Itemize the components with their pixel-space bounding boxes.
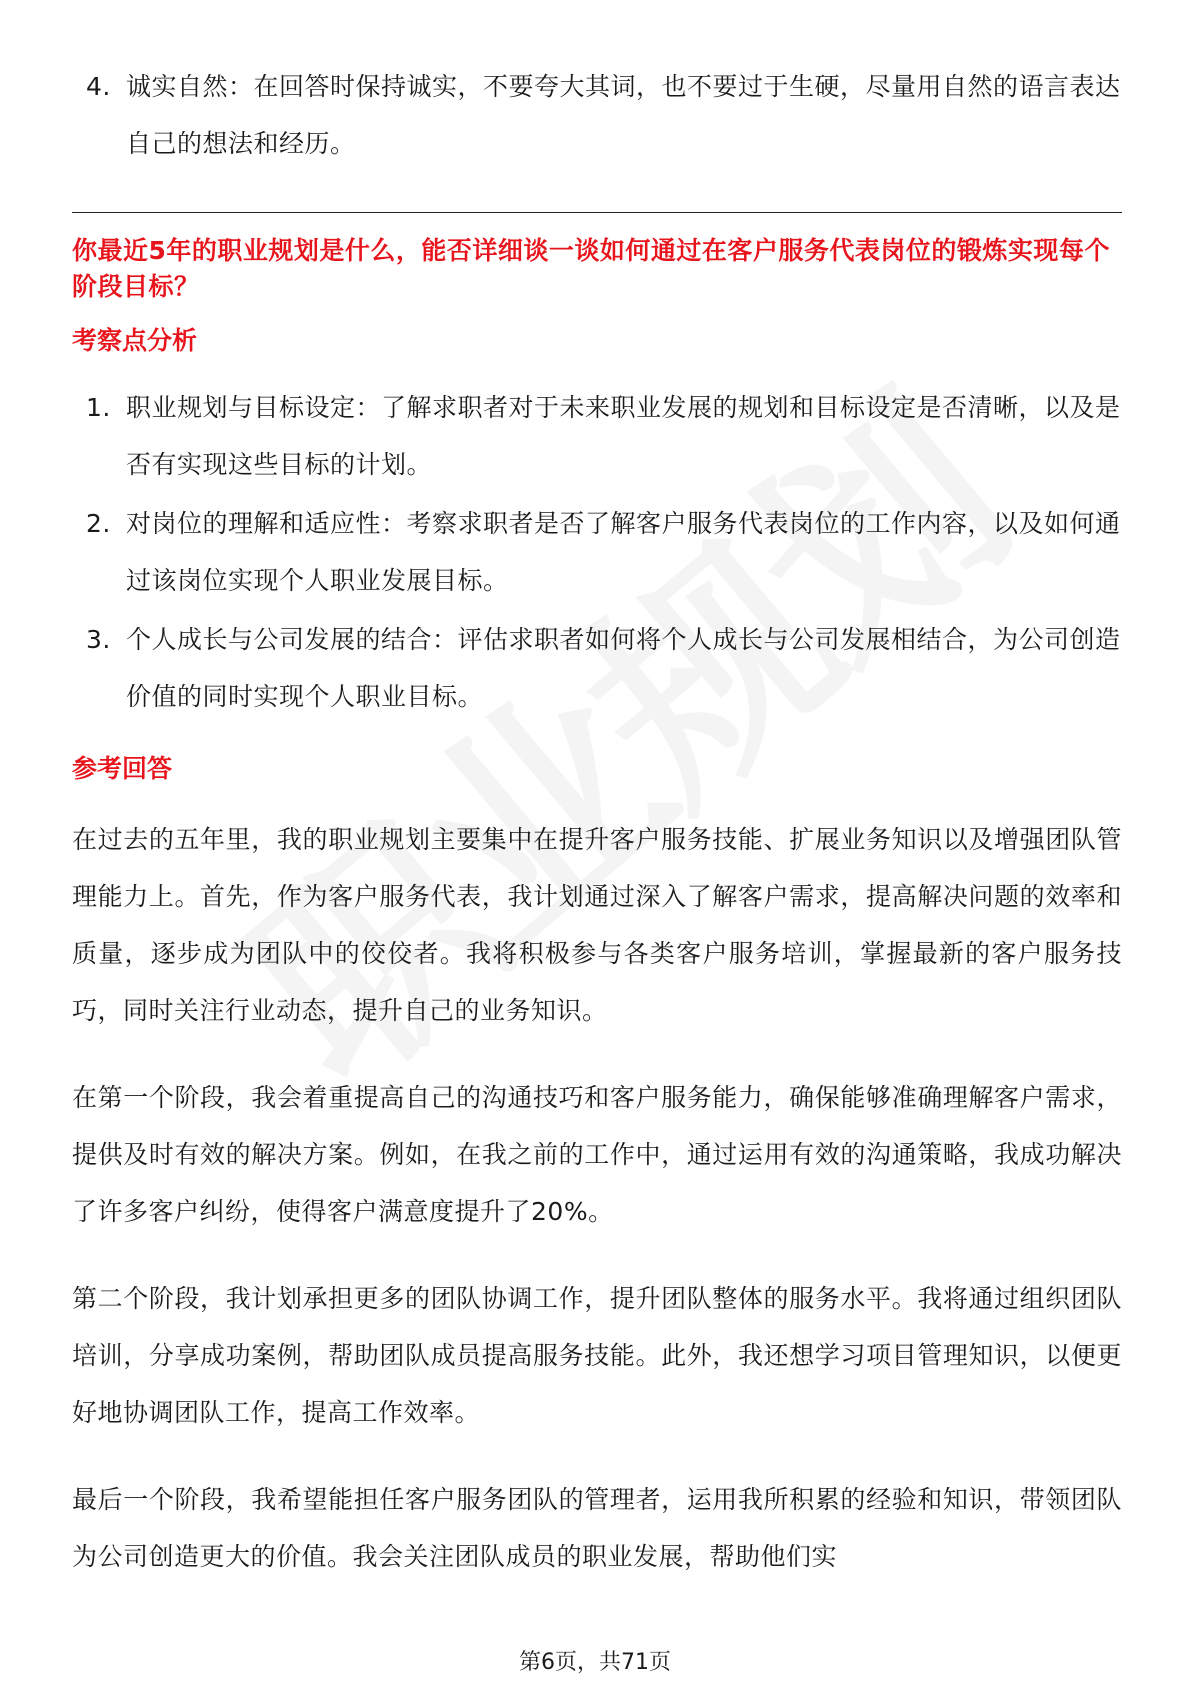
section-divider [72, 212, 1122, 213]
list-item [72, 611, 1122, 725]
analysis-heading: 考察点分析 [72, 326, 198, 355]
list-item-text: 职业规划与目标设定：了解求职者对于未来职业发展的规划和目标设定是否清晰，以及是否有实现这些目标的计划。 [126, 393, 1121, 479]
list-item-text: 对岗位的理解和适应性：考察求职者是否了解客户服务代表岗位的工作内容，以及如何通过该岗位实现个人职业发展目标。 [126, 509, 1121, 595]
interview-question: 你最近5年的职业规划是什么，能否详细谈一谈如何通过在客户服务代表岗位的锻炼实现每个阶段目标？ [72, 236, 1110, 301]
list-item-number: 3. [86, 625, 111, 654]
page-number-footer: 第6页，共71页 [519, 1650, 671, 1675]
answer-heading: 参考回答 [72, 754, 173, 783]
list-item-text: 诚实自然：在回答时保持诚实，不要夸大其词，也不要过于生硬，尽量用自然的语言表达自己的想法和经历。 [126, 72, 1121, 158]
page-content [72, 58, 1122, 1615]
analysis-list [72, 379, 1122, 725]
answer-paragraph: 在过去的五年里，我的职业规划主要集中在提升客户服务技能、扩展业务知识以及增强团队管理能力上。首先，作为客户服务代表，我计划通过深入了解客户需求，提高解决问题的效率和质量，逐步成为团队中的佼佼者。我将积极参与各类客户服务培训，掌握最新的客户服务技巧，同时关注行业动态，提升自己的业务知识。 [72, 825, 1122, 1025]
list-item [72, 58, 1122, 172]
list-item-number: 1. [86, 393, 111, 422]
answer-paragraph: 第二个阶段，我计划承担更多的团队协调工作，提升团队整体的服务水平。我将通过组织团队培训，分享成功案例，帮助团队成员提高服务技能。此外，我还想学习项目管理知识，以便更好地协调团队工作，提高工作效率。 [72, 1284, 1122, 1427]
list-item-number: 2. [86, 509, 111, 538]
list-item [72, 379, 1122, 493]
list-item-text: 个人成长与公司发展的结合：评估求职者如何将个人成长与公司发展相结合，为公司创造价值的同时实现个人职业目标。 [126, 625, 1121, 711]
top-list [72, 58, 1122, 172]
list-item-number: 4. [86, 72, 111, 101]
list-item [72, 495, 1122, 609]
answer-paragraph: 在第一个阶段，我会着重提高自己的沟通技巧和客户服务能力，确保能够准确理解客户需求，提供及时有效的解决方案。例如，在我之前的工作中，通过运用有效的沟通策略，我成功解决了许多客户纠纷，使得客户满意度提升了20%。 [72, 1083, 1122, 1226]
answer-paragraph: 最后一个阶段，我希望能担任客户服务团队的管理者，运用我所积累的经验和知识，带领团队为公司创造更大的价值。我会关注团队成员的职业发展，帮助他们实 [72, 1485, 1122, 1571]
